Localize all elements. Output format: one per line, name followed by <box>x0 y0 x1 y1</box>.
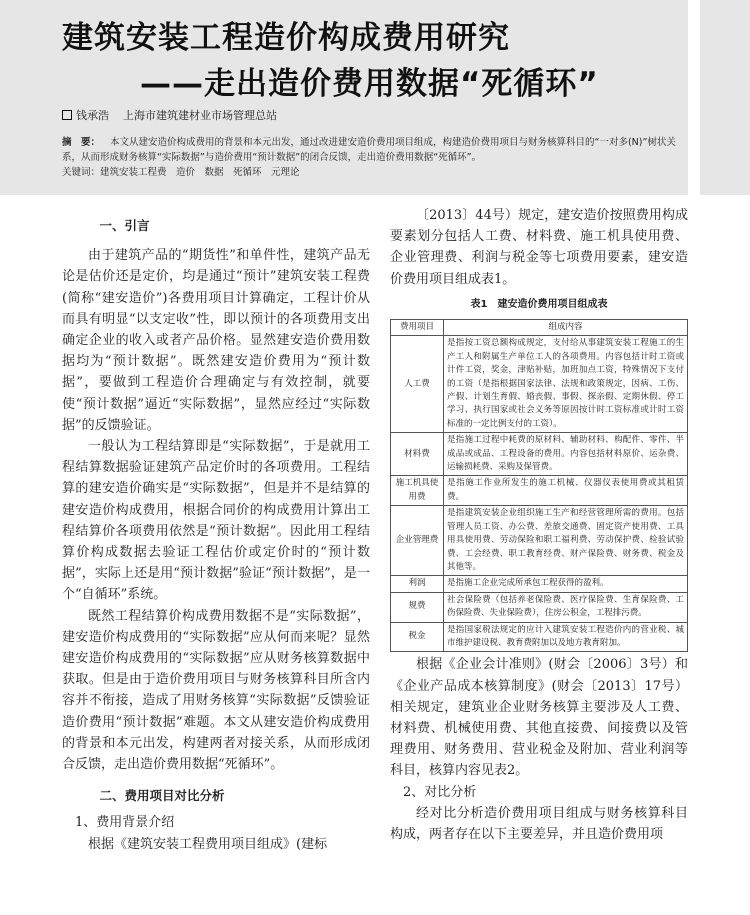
cost-item-name: 利润 <box>391 576 444 592</box>
article-subtitle: ——走出造价费用数据“死循环” <box>140 66 599 102</box>
paragraph: 既然工程结算价构成费用数据不是“实际数据”，建安造价构成费用的“实际数据”应从何而来呢？显然建安造价构成费用的“实际数据”应从财务核算数据中获取。但是由于造价费用项目与财务核算科目所含内容并不衔接，造成了用财务核算“实际数据”反馈验证造价费用“预计数据”难题。本文从建安造价构成费用的背景和本元出发，构建两者对接关系，从而形成闭合反馈，走出造价费用数据“死循环”。 <box>62 608 370 773</box>
table-header-row <box>391 320 688 336</box>
abstract-label: 摘 要： <box>62 137 101 148</box>
byline <box>62 107 277 123</box>
cost-item-desc: 是指施工企业完成所承包工程获得的盈利。 <box>444 576 688 592</box>
cost-item-desc: 是指施工作业所发生的施工机械、仪器仪表使用费或其租赁费。 <box>444 476 688 506</box>
table-row <box>391 433 688 476</box>
affiliation: 上海市建筑建材业市场管理总站 <box>123 109 277 122</box>
article-title: 建筑安装工程造价构成费用研究 <box>62 20 510 56</box>
cost-item-name: 企业管理费 <box>391 506 444 576</box>
subsection-heading: 1、费用背景介绍 <box>75 815 175 831</box>
column-header: 费用项目 <box>391 320 444 336</box>
cost-item-name: 税金 <box>391 622 444 652</box>
paragraph: 根据《企业会计准则》(财会〔2006〕3号）和《企业产品成本核算制度》(财会〔2013〕17号）相关规定，建筑业企业财务核算主要涉及人工费、材料费、机械使用费、其他直接费、间接费以及管理费用、财务费用、营业税金及附加、营业利润等科目，核算内容见表2。 <box>390 657 688 779</box>
cost-item-desc: 是指建筑安装企业组织施工生产和经营管理所需的费用。包括管理人员工资、办公费、差旅交通费、固定资产使用费、工具用具使用费、劳动保险和职工福利费、劳动保护费、检验试验费、工会经费、职工教育经费、财产保险费、财务费、税金及其他等。 <box>444 506 688 576</box>
table-row <box>391 576 688 592</box>
table-title: 表1 建安造价费用项目组成表 <box>470 298 608 310</box>
paragraph: 根据《建筑安装工程费用项目组成》(建标 <box>88 836 328 852</box>
cost-item-name: 规费 <box>391 592 444 622</box>
cost-item-desc: 是指按工资总额构成规定，支付给从事建筑安装工程施工的生产工人和附属生产单位工人的各项费用。内容包括计时工资或计件工资，奖金，津贴补贴，加班加点工资，特殊情况下支付的工资（是指根据国家法律、法规和政策规定，因病、工伤、产假、计划生育假、婚丧假、事假、探亲假、定期休假、停工学习、执行国家或社会义务等原因按计时工资标准或计时工资标准的一定比例支付的工资）。 <box>444 336 688 433</box>
abstract-text: 本文从建安造价构成费用的背景和本元出发，通过改进建安造价费用项目组成，构建造价费用项目与财务核算科目的“一对多(N)”树状关系，从而形成财务核算“实际数据”与造价费用“预计数据”的闭合反馈，走出造价费用数据“死循环”。 <box>62 137 676 163</box>
keywords-text: 建筑安装工程费 造价 数据 死循环 元理论 <box>100 167 300 178</box>
table-row <box>391 622 688 652</box>
cost-item-name: 施工机具使用费 <box>391 476 444 506</box>
right-column <box>390 205 688 845</box>
header-band <box>0 0 688 195</box>
cost-item-desc: 社会保险费（包括养老保险费、医疗保险费、生育保险费、工伤保险费、失业保险费），住房公积金，工程排污费。 <box>444 592 688 622</box>
section-heading-intro: 一、引言 <box>99 218 150 233</box>
left-column <box>62 215 370 855</box>
abstract-block <box>62 135 682 180</box>
subsection-heading: 2、对比分析 <box>403 784 477 800</box>
cost-item-name: 人工费 <box>391 336 444 433</box>
cost-items-table <box>390 319 688 652</box>
table-row <box>391 336 688 433</box>
table-row <box>391 506 688 576</box>
paragraph: 经对比分析造价费用项目组成与财务核算科目构成，两者存在以下主要差异，并且造价费用项 <box>390 805 688 842</box>
cost-item-desc: 是指施工过程中耗费的原材料、辅助材料、构配件、零件、半成品或成品、工程设备的费用。内容包括材料原价、运杂费、运输损耗费、采购及保管费。 <box>444 433 688 476</box>
paragraph: 〔2013〕44号）规定，建安造价按照费用构成要素划分包括人工费、材料费、施工机具使用费、企业管理费、利润与税金等七项费用要素，建安造价费用项目组成表1。 <box>390 208 688 287</box>
cost-item-name: 材料费 <box>391 433 444 476</box>
section-heading-comparison: 二、费用项目对比分析 <box>99 788 225 804</box>
table-row <box>391 476 688 506</box>
table-row <box>391 592 688 622</box>
paragraph: 一般认为工程结算即是“实际数据”，于是就用工程结算数据验证建筑产品定价时的各项费用。工程结算的建安造价确实是“实际数据”，但是并不是结算的建安造价构成费用，根据合同价的构成费用计算出工程结算价各项费用依然是“预计数据”。因此用工程结算价构成数据去验证工程估价或定价时的“预计数据”，实际上还是用“预计数据”验证“预计数据”，是一个“自循环”系统。 <box>62 439 370 603</box>
square-icon <box>62 110 72 120</box>
keywords-label: 关键词： <box>62 167 101 178</box>
header-side-bar <box>688 0 750 195</box>
cost-item-desc: 是指国家税法规定的应计入建筑安装工程造价内的营业税、城市维护建设税、教育费附加以及地方教育附加。 <box>444 622 688 652</box>
paragraph: 由于建筑产品的“期货性”和单件性，建筑产品无论是估价还是定价，均是通过“预计”建筑安装工程费(简称“建安造价”)各费用项目计算确定，工程计价从而具有明显“以支定收”性，即以预计的各项费用支出确定企业的收入或者产品价格。显然建安造价费用数据均为“预计数据”。既然建安造价费用为“预计数据”，要做到工程造价合理确定与有效控制，就要使“预计数据”逼近“实际数据”，显然应经过“实际数据”的反馈验证。 <box>62 248 370 433</box>
author: 钱承浩 <box>76 109 109 122</box>
column-header: 组成内容 <box>444 320 688 336</box>
